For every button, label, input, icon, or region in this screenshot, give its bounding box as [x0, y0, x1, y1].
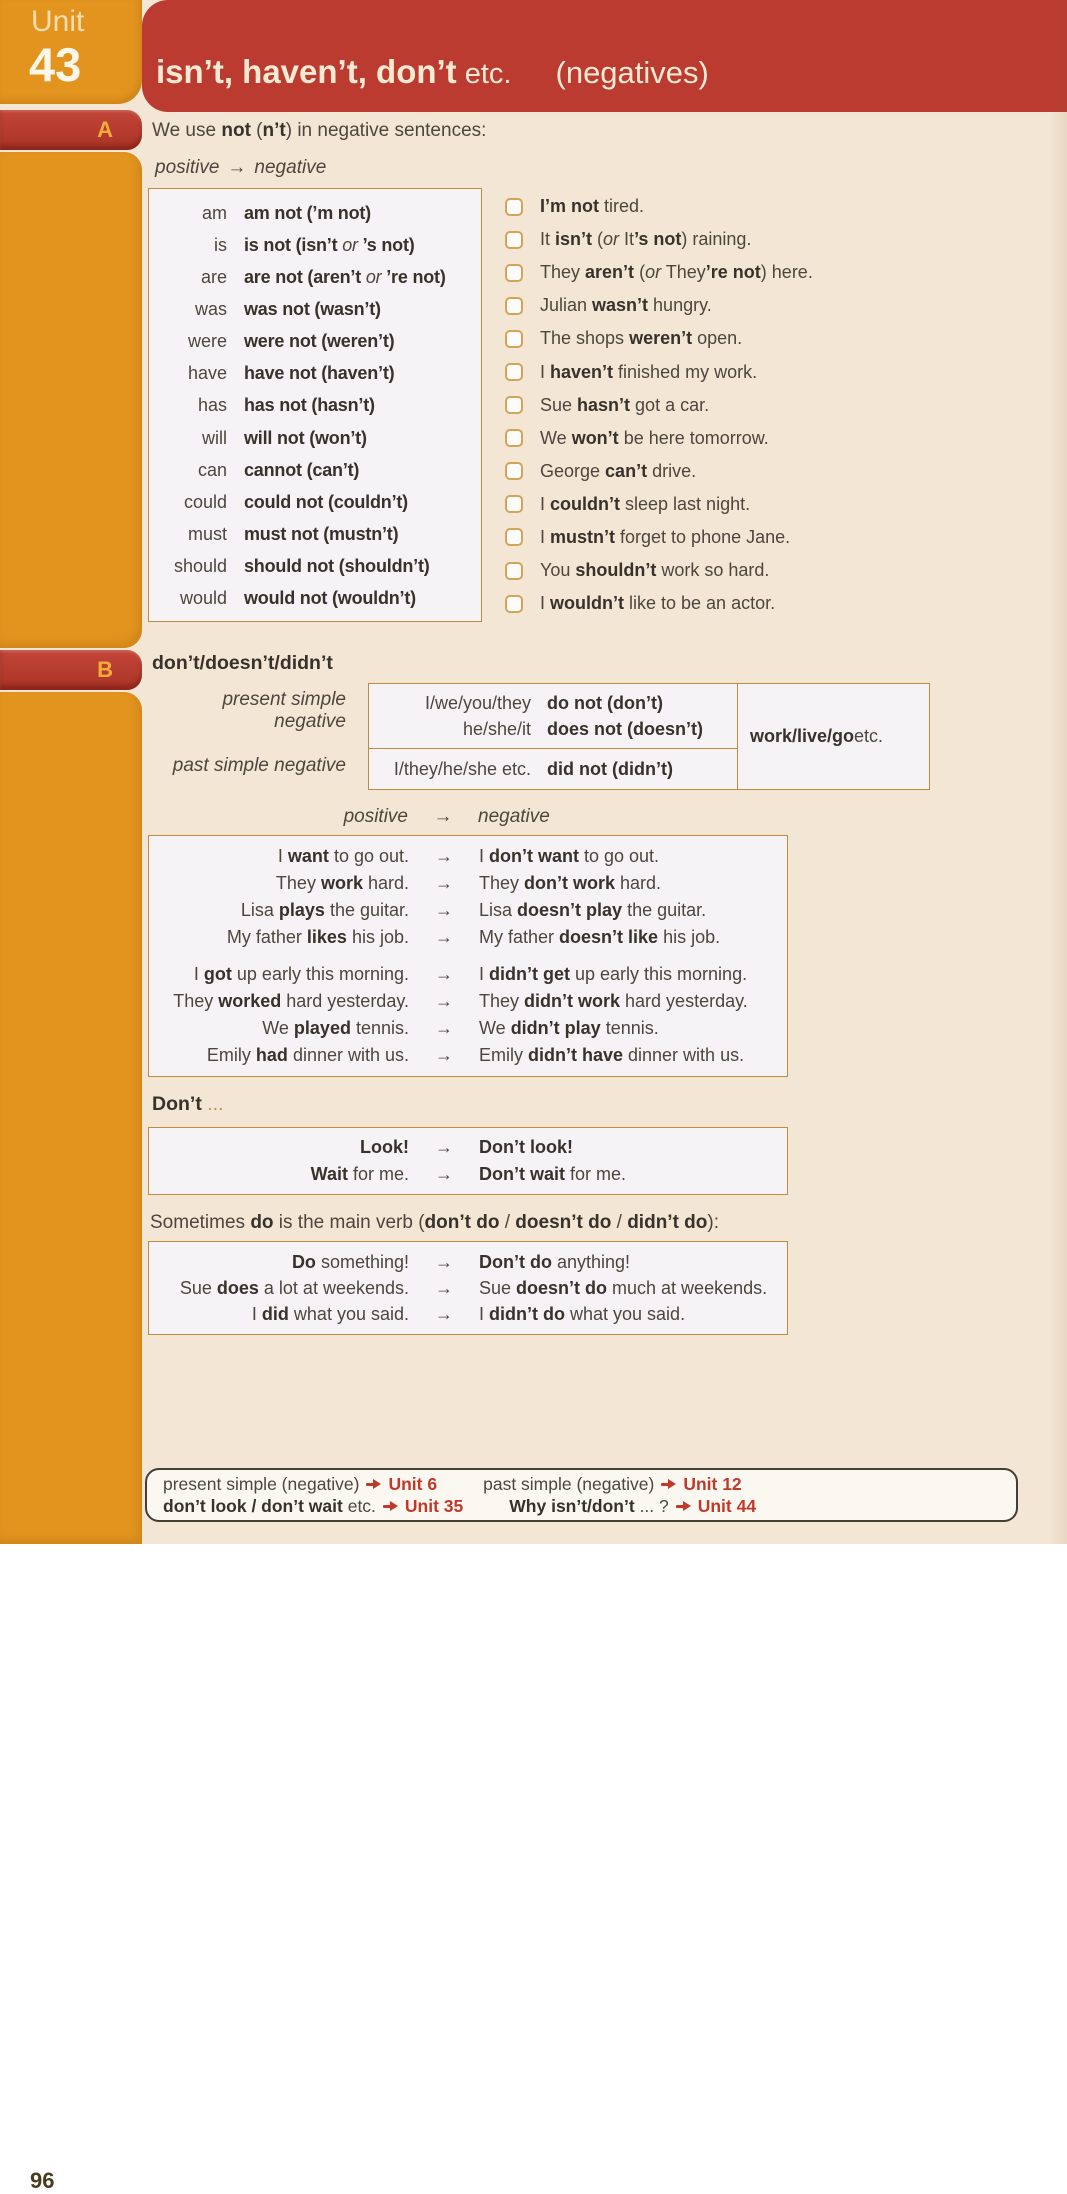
- sidebar-panel-a: [0, 152, 142, 648]
- positive-sentence: They worked hard yesterday.: [173, 991, 409, 1011]
- reference-unit: Unit 6: [388, 1474, 438, 1494]
- arrow-icon: →: [433, 806, 453, 827]
- positive-label: positive: [343, 806, 408, 827]
- past-pairs-group: [149, 961, 787, 1069]
- positive-sentence: Look!: [360, 1137, 409, 1157]
- positive-form: are: [200, 266, 227, 287]
- example-sentence: I wouldn’t like to be an actor.: [540, 593, 776, 614]
- example-sentence: They aren’t (or They’re not) here.: [540, 262, 813, 283]
- reference-line: [163, 1473, 1000, 1495]
- ref-arrow-icon: [676, 1500, 691, 1512]
- example-sentence: We won’t be here tomorrow.: [540, 427, 769, 448]
- pair-row: [149, 1161, 787, 1188]
- negative-form: were not (weren’t): [244, 331, 395, 352]
- example-sentence: I haven’t finished my work.: [540, 361, 758, 382]
- arrow-icon: →: [435, 1045, 453, 1065]
- reference-line: [163, 1495, 1000, 1517]
- negative-form-row: [149, 358, 481, 390]
- pair-row: [149, 843, 787, 870]
- example-sentence-row: [505, 389, 813, 422]
- auxiliary-table-left: [369, 684, 737, 789]
- title-parenthetical: (negatives): [555, 55, 709, 90]
- main-verbs-cell: work/live/go etc.: [737, 684, 929, 789]
- example-sentence-row: [505, 521, 813, 554]
- negative-form: could not (couldn’t): [244, 491, 408, 512]
- negative-sentence: I didn’t do what you said.: [479, 1303, 686, 1324]
- bullet-icon: [505, 528, 523, 546]
- example-sentence-row: [505, 289, 813, 322]
- bullet-icon: [505, 562, 523, 580]
- negative-form: must not (mustn’t): [244, 523, 399, 544]
- positive-sentence: Sue does a lot at weekends.: [179, 1277, 409, 1298]
- negative-auxiliary: did not (didn’t): [547, 758, 673, 779]
- present-rows: [369, 684, 737, 748]
- subject-pronouns: I/they/he/she etc.: [393, 758, 531, 779]
- reference-unit: Unit 44: [697, 1496, 757, 1516]
- negative-form: was not (wasn’t): [244, 298, 381, 319]
- example-sentence-row: [505, 587, 813, 620]
- negative-form-row: [149, 197, 481, 229]
- unit-reference: [509, 1495, 756, 1517]
- negative-form-row: [149, 390, 481, 422]
- positive-sentence: Do something!: [291, 1251, 409, 1272]
- example-sentence-row: [505, 223, 813, 256]
- section-b-heading: don’t/doesn’t/didn’t: [152, 652, 333, 674]
- negative-label: negative: [478, 806, 550, 827]
- example-sentence: Julian wasn’t hungry.: [540, 295, 712, 316]
- negative-sentence: Sue doesn’t do much at weekends.: [479, 1277, 768, 1298]
- arrow-icon: →: [435, 1277, 453, 1298]
- negative-auxiliary: does not (doesn’t): [547, 718, 703, 739]
- example-sentence-row: [505, 256, 813, 289]
- example-sentence-row: [505, 455, 813, 488]
- arrow-icon: →: [435, 873, 453, 893]
- negative-form-row: [149, 551, 481, 583]
- negative-label: negative: [254, 157, 327, 178]
- bullet-icon: [505, 198, 523, 216]
- example-sentence: You shouldn’t work so hard.: [540, 560, 770, 581]
- example-sentence: It isn’t (or It’s not) raining.: [540, 229, 752, 250]
- negative-forms-table: [148, 188, 482, 622]
- bullet-icon: [505, 231, 523, 249]
- sidebar-panel-b: [0, 692, 142, 2193]
- negative-form: will not (won’t): [244, 427, 367, 448]
- auxiliary-table: [368, 683, 930, 790]
- positive-form: was: [194, 298, 227, 319]
- positive-label: positive: [155, 157, 220, 178]
- negative-form: has not (hasn’t): [244, 395, 375, 416]
- positive-sentence: Emily had dinner with us.: [206, 1045, 409, 1065]
- page-edge-shadow: [1049, 0, 1067, 1544]
- section-letter-a: A: [97, 117, 113, 142]
- past-row-box: [369, 748, 737, 789]
- negative-form: have not (haven’t): [244, 363, 395, 384]
- negative-form: is not (isn’t or ’s not): [244, 234, 415, 255]
- positive-form: should: [173, 556, 227, 577]
- arrow-icon: →: [435, 1164, 453, 1184]
- unit-number-box: [0, 0, 142, 104]
- bullet-icon: [505, 595, 523, 613]
- example-sentence-row: [505, 554, 813, 587]
- positive-form: am: [201, 202, 227, 223]
- reference-topic: don’t look / don’t wait etc.: [163, 1496, 376, 1516]
- imperative-pairs-table: [148, 1127, 788, 1195]
- negative-sentence: Lisa doesn’t play the guitar.: [479, 900, 707, 920]
- negative-form: would not (wouldn’t): [244, 588, 416, 609]
- positive-negative-header: [148, 806, 788, 828]
- present-pairs-group: [149, 843, 787, 951]
- pair-row: [149, 1275, 787, 1301]
- positive-form: will: [202, 427, 227, 448]
- reference-topic: Why isn’t/don’t ... ?: [509, 1496, 669, 1516]
- negative-form: am not (’m not): [244, 202, 371, 223]
- negative-form-row: [149, 326, 481, 358]
- page-number: 96: [30, 2168, 55, 2193]
- negative-form-row: [149, 486, 481, 518]
- negative-form: cannot (can’t): [244, 459, 360, 480]
- positive-form: have: [187, 363, 227, 384]
- bullet-icon: [505, 396, 523, 414]
- ref-arrow-icon: [661, 1478, 676, 1490]
- pair-row: [149, 870, 787, 897]
- negative-sentence: I don’t want to go out.: [479, 846, 660, 866]
- positive-sentence: They work hard.: [275, 873, 409, 893]
- present-simple-label: present simple negative: [222, 689, 346, 732]
- bullet-icon: [505, 330, 523, 348]
- positive-form: is: [214, 234, 227, 255]
- do-main-verb-table: [148, 1241, 788, 1335]
- bullet-icon: [505, 264, 523, 282]
- arrow-icon: →: [435, 1137, 453, 1157]
- negative-auxiliary: do not (don’t): [547, 692, 663, 713]
- unit-reference: [163, 1495, 463, 1517]
- positive-sentence: Lisa plays the guitar.: [240, 900, 409, 920]
- pair-row: [149, 1015, 787, 1042]
- unit-title-bar: [142, 0, 1067, 112]
- arrow-icon: →: [435, 846, 453, 866]
- negative-sentence: Don’t wait for me.: [479, 1164, 627, 1184]
- positive-form: can: [197, 459, 227, 480]
- example-sentence: George can’t drive.: [540, 460, 697, 481]
- unit-reference: [483, 1473, 742, 1495]
- page-title: [156, 52, 709, 94]
- arrow-icon: →: [435, 991, 453, 1011]
- arrow-icon: →: [435, 900, 453, 920]
- negative-form-row: [149, 583, 481, 615]
- section-tab-b: [0, 650, 142, 690]
- positive-form: were: [187, 331, 227, 352]
- arrow-icon: →: [227, 157, 247, 178]
- negative-form-row: [149, 454, 481, 486]
- positive-form: has: [197, 395, 227, 416]
- present-past-pairs-table: [148, 835, 788, 1077]
- subject-pronouns: he/she/it: [462, 718, 531, 739]
- ref-arrow-icon: [366, 1478, 381, 1490]
- pair-row: [149, 1301, 787, 1327]
- arrow-icon: →: [435, 1018, 453, 1038]
- example-sentence-row: [505, 488, 813, 521]
- auxiliary-row: [369, 716, 737, 742]
- positive-form: would: [179, 588, 227, 609]
- positive-negative-label: [155, 157, 326, 179]
- section-letter-b: B: [97, 657, 113, 682]
- negative-form-row: [149, 229, 481, 261]
- example-sentence: I mustn’t forget to phone Jane.: [540, 526, 791, 547]
- positive-form: must: [187, 523, 227, 544]
- example-sentence: I couldn’t sleep last night.: [540, 493, 751, 514]
- negative-sentence: My father doesn’t like his job.: [479, 927, 721, 947]
- negative-form-row: [149, 261, 481, 293]
- arrow-icon: →: [435, 1303, 453, 1324]
- positive-sentence: I want to go out.: [277, 846, 409, 866]
- arrow-icon: →: [435, 927, 453, 947]
- negative-form: are not (aren’t or ’re not): [244, 266, 446, 287]
- negative-sentence: Emily didn’t have dinner with us.: [479, 1045, 745, 1065]
- dont-heading: Don’t ...: [152, 1093, 224, 1115]
- unit-label: Unit: [31, 5, 85, 38]
- reference-unit: Unit 35: [404, 1496, 464, 1516]
- negative-sentence: They don’t work hard.: [479, 873, 662, 893]
- example-sentence: Sue hasn’t got a car.: [540, 394, 710, 415]
- reference-footer: [145, 1468, 1018, 1522]
- pair-row: [149, 988, 787, 1015]
- ref-arrow-icon: [383, 1500, 398, 1512]
- negative-sentence: They didn’t work hard yesterday.: [479, 991, 748, 1011]
- negative-sentence: I didn’t get up early this morning.: [479, 964, 748, 984]
- positive-sentence: I got up early this morning.: [193, 964, 409, 984]
- positive-form: could: [183, 491, 227, 512]
- pair-row: [149, 924, 787, 951]
- pair-row: [149, 1042, 787, 1069]
- negative-form-row: [149, 422, 481, 454]
- bullet-icon: [505, 495, 523, 513]
- arrow-icon: →: [435, 964, 453, 984]
- pair-row: [149, 961, 787, 988]
- negative-form-row: [149, 293, 481, 325]
- past-simple-label: past simple negative: [172, 755, 346, 776]
- bullet-icon: [505, 429, 523, 447]
- positive-sentence: Wait for me.: [310, 1164, 409, 1184]
- pair-row: [149, 1249, 787, 1275]
- positive-sentence: I did what you said.: [251, 1303, 409, 1324]
- bullet-icon: [505, 462, 523, 480]
- positive-sentence: My father likes his job.: [226, 927, 409, 947]
- pair-row: [149, 897, 787, 924]
- example-sentence-row: [505, 422, 813, 455]
- example-sentence-row: [505, 322, 813, 355]
- title-main: isn’t, haven’t, don’t: [156, 53, 457, 90]
- section-tab-a: [0, 110, 142, 150]
- unit-reference: [163, 1473, 437, 1495]
- negative-form: should not (shouldn’t): [244, 556, 430, 577]
- example-sentence: I’m not tired.: [540, 196, 645, 217]
- bullet-icon: [505, 363, 523, 381]
- arrow-icon: →: [435, 1251, 453, 1272]
- auxiliary-row: [369, 690, 737, 716]
- negative-sentence: Don’t look!: [479, 1137, 573, 1157]
- bullet-icon: [505, 297, 523, 315]
- reference-unit: Unit 12: [683, 1474, 742, 1494]
- negative-form-row: [149, 518, 481, 550]
- negative-sentence: We didn’t play tennis.: [479, 1018, 659, 1038]
- auxiliary-row: [369, 756, 737, 782]
- reference-topic: past simple (negative): [483, 1474, 655, 1494]
- unit-number: 43: [29, 38, 82, 91]
- pair-row: [149, 1134, 787, 1161]
- negative-sentence: Don’t do anything!: [479, 1251, 631, 1272]
- example-sentence-list: [505, 190, 813, 620]
- do-main-verb-intro: Sometimes do is the main verb (don’t do / doesn’t do / didn’t do):: [150, 1212, 720, 1233]
- title-etc: etc.: [456, 58, 512, 90]
- example-sentence-row: [505, 355, 813, 388]
- positive-sentence: We played tennis.: [262, 1018, 409, 1038]
- example-sentence: The shops weren’t open.: [540, 328, 743, 349]
- subject-pronouns: I/we/you/they: [424, 692, 531, 713]
- reference-topic: present simple (negative): [163, 1474, 360, 1494]
- section-a-intro: We use not (n’t) in negative sentences:: [152, 120, 487, 141]
- example-sentence-row: [505, 190, 813, 223]
- group-divider-gap: [149, 951, 787, 961]
